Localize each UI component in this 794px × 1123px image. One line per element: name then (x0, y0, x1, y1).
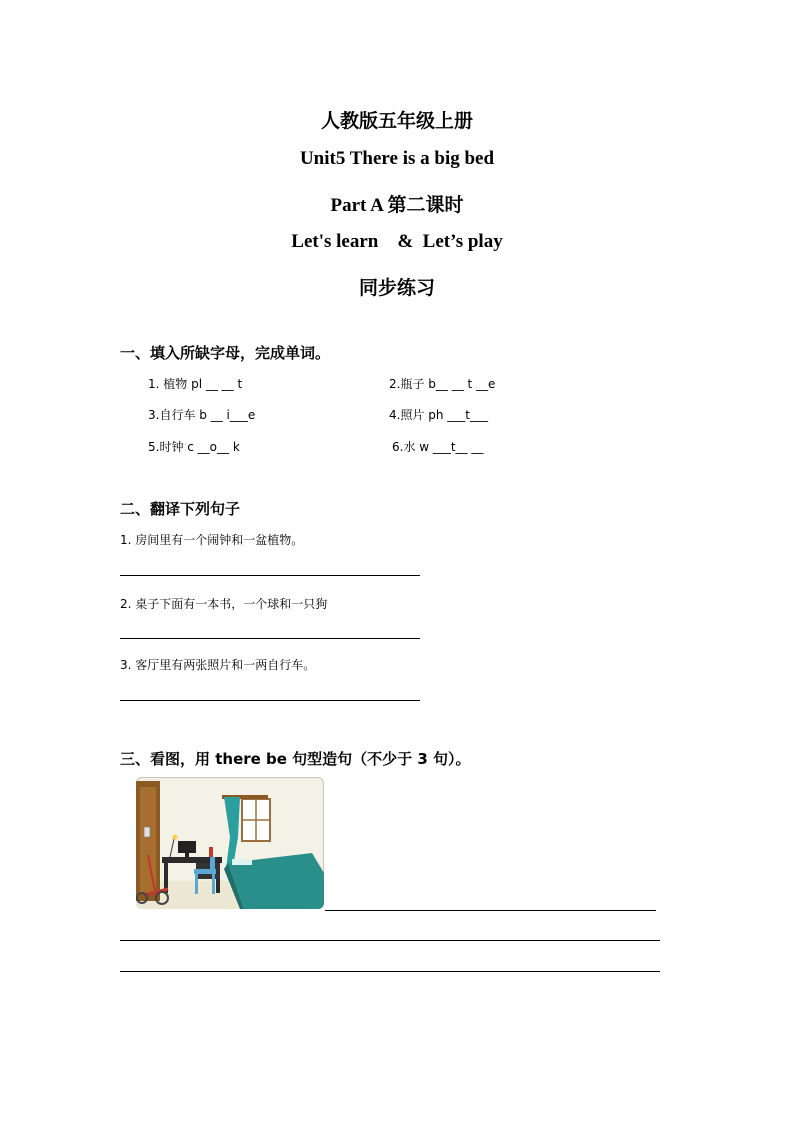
translate-item-3: 3. 客厅里有两张照片和一两自行车。 (120, 658, 316, 672)
page-title-1: 人教版五年级上册 (320, 111, 473, 132)
translate-item-1: 1. 房间里有一个闹钟和一盆植物。 (120, 533, 304, 547)
translate-item-2: 2. 桌子下面有一本书，一个球和一只狗 (120, 597, 328, 611)
answer-line[interactable] (120, 971, 660, 972)
page-title-5: 同步练习 (358, 278, 435, 299)
bedroom-picture (136, 777, 324, 909)
answer-line[interactable] (120, 940, 660, 941)
fill-item-6: 6.水 w ___t__ __ (392, 440, 484, 454)
page-title-3: Part A 第二课时 (330, 195, 464, 216)
bedroom-illustration (136, 777, 324, 909)
fill-item-5: 5.时钟 c __o__ k (148, 440, 240, 454)
fill-item-3: 3.自行车 b __ i___e (148, 408, 256, 422)
section2-heading: 二、翻译下列句子 (120, 500, 241, 518)
answer-line[interactable] (325, 910, 656, 911)
answer-line[interactable] (120, 575, 420, 576)
section3-heading: 三、看图，用 there be 句型造句（不少于 3 句）。 (120, 750, 471, 768)
section1-heading: 一、填入所缺字母，完成单词。 (120, 344, 331, 362)
fill-item-4: 4.照片 ph ___t___ (389, 408, 489, 422)
fill-item-1: 1. 植物 pl __ __ t (148, 377, 243, 391)
answer-line[interactable] (120, 700, 420, 701)
page-title-2: Unit5 There is a big bed (299, 148, 495, 169)
page-title-4: Let's learn & Let’s play (291, 231, 503, 252)
answer-line[interactable] (120, 638, 420, 639)
fill-item-2: 2.瓶子 b__ __ t __e (389, 377, 496, 391)
